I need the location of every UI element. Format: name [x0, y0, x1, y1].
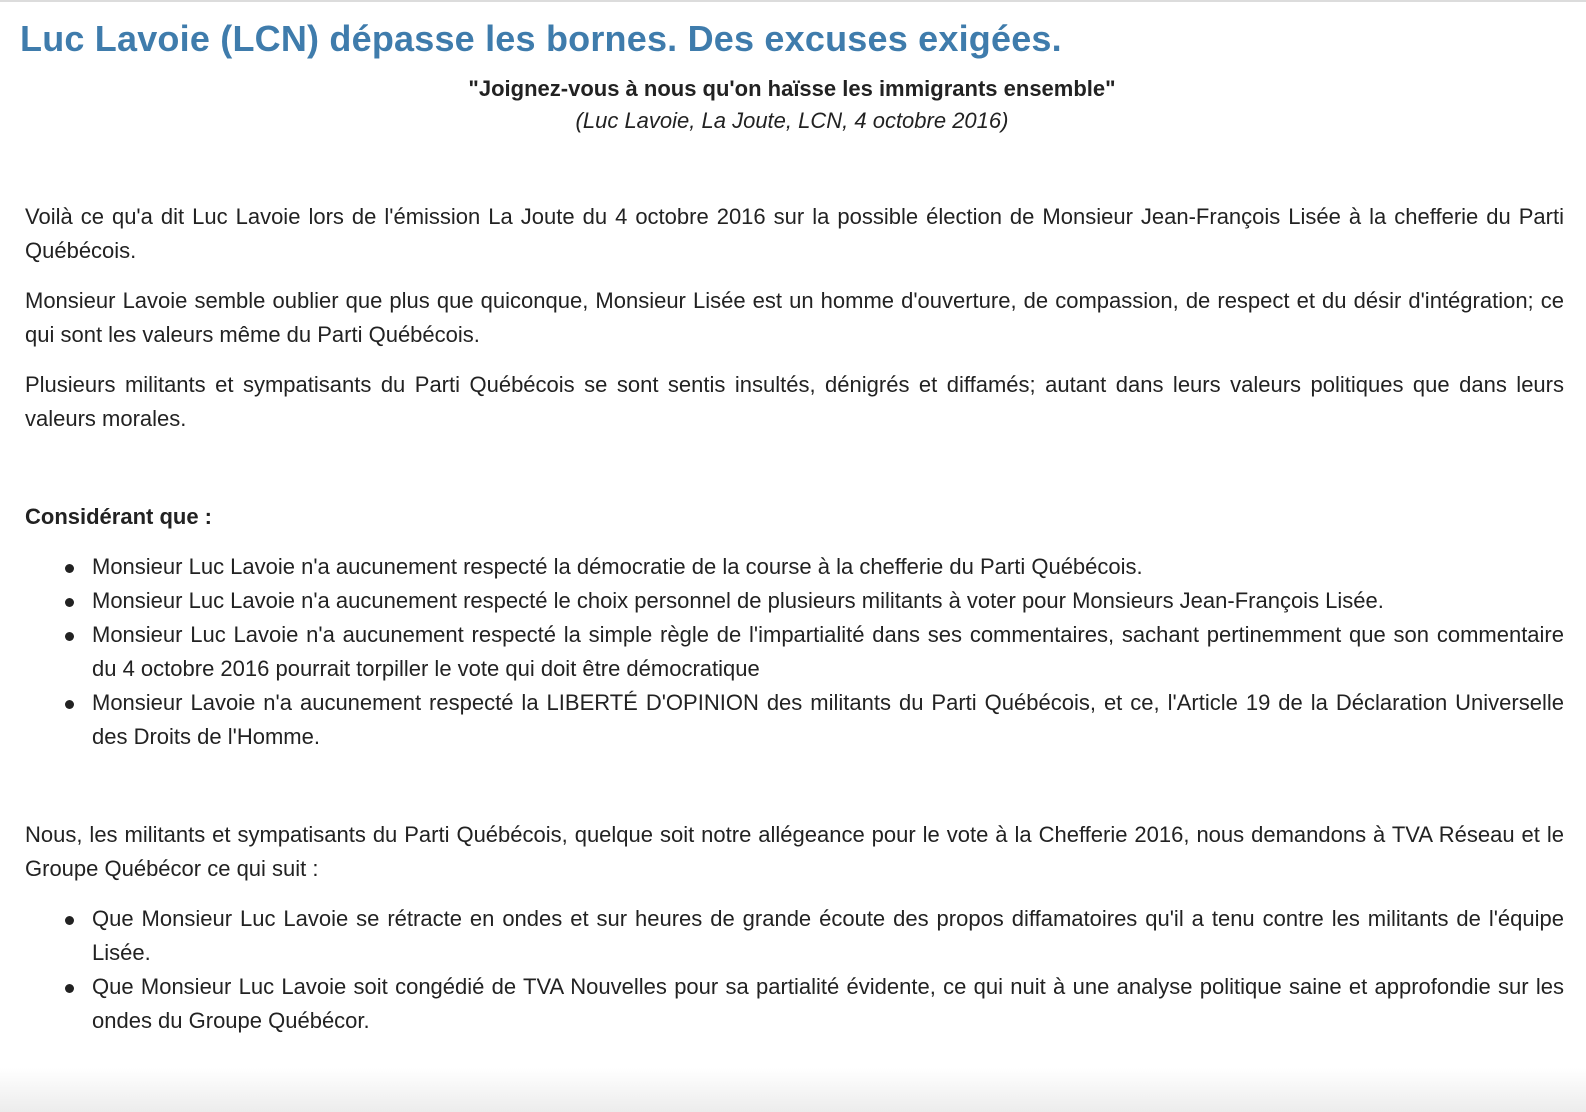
quote-citation: (Luc Lavoie, La Joute, LCN, 4 octobre 2016)	[575, 108, 1009, 133]
bottom-fade	[0, 1068, 1586, 1112]
paragraph-insulted: Plusieurs militants et sympatisants du Parti Québécois se sont sentis insultés, dénigrés et diffamés; autant dans leurs valeurs politiques que dans leurs valeurs morales.	[25, 372, 1564, 431]
demand-list	[25, 902, 1564, 1038]
bullet-icon	[65, 632, 74, 641]
bullet-icon	[65, 700, 74, 709]
list-item: Monsieur Luc Lavoie n'a aucunement respecté la simple règle de l'impartialité dans ses commentaires, sachant pertinemment que son commentaire du 4 octobre 2016 pourrait torpiller le vote qui doit être démocratique	[92, 618, 1564, 686]
article	[20, 14, 1564, 1038]
paragraph-intro: Voilà ce qu'a dit Luc Lavoie lors de l'émission La Joute du 4 octobre 2016 sur la possible élection de Monsieur Jean-François Lisée à la chefferie du Parti Québécois.	[25, 204, 1564, 263]
paragraph-values: Monsieur Lavoie semble oublier que plus que quiconque, Monsieur Lisée est un homme d'ouverture, de compassion, de respect et du désir d'intégration; ce qui sont les valeurs même du Parti Québécois.	[25, 288, 1564, 347]
article-body	[25, 200, 1564, 1038]
list-item: Que Monsieur Luc Lavoie se rétracte en ondes et sur heures de grande écoute des propos diffamatoires qu'il a tenu contre les militants de l'équipe Lisée.	[92, 902, 1564, 970]
bullet-icon	[65, 916, 74, 925]
list-item: Monsieur Lavoie n'a aucunement respecté la LIBERTÉ D'OPINION des militants du Parti Québécois, et ce, l'Article 19 de la Déclaration Universelle des Droits de l'Homme.	[92, 686, 1564, 754]
bullet-icon	[65, 564, 74, 573]
demand-intro: Nous, les militants et sympatisants du Parti Québécois, quelque soit notre allégeance pour le vote à la Chefferie 2016, nous demandons à TVA Réseau et le Groupe Québécor ce qui suit :	[25, 822, 1564, 881]
considering-list	[25, 550, 1564, 754]
bullet-icon	[65, 984, 74, 993]
list-item: Que Monsieur Luc Lavoie soit congédié de TVA Nouvelles pour sa partialité évidente, ce qui nuit à une analyse politique saine et approfondie sur les ondes du Groupe Québécor.	[92, 970, 1564, 1038]
bullet-icon	[65, 598, 74, 607]
list-item: Monsieur Luc Lavoie n'a aucunement respecté le choix personnel de plusieurs militants à voter pour Monsieurs Jean-François Lisée.	[92, 584, 1564, 618]
top-divider	[0, 0, 1586, 2]
quote: "Joignez-vous à nous qu'on haïsse les immigrants ensemble"	[468, 76, 1116, 101]
list-item: Monsieur Luc Lavoie n'a aucunement respecté la démocratie de la course à la chefferie du Parti Québécois.	[92, 550, 1564, 584]
considering-heading: Considérant que :	[25, 504, 213, 529]
page-title: Luc Lavoie (LCN) dépasse les bornes. Des excuses exigées.	[20, 18, 1062, 59]
